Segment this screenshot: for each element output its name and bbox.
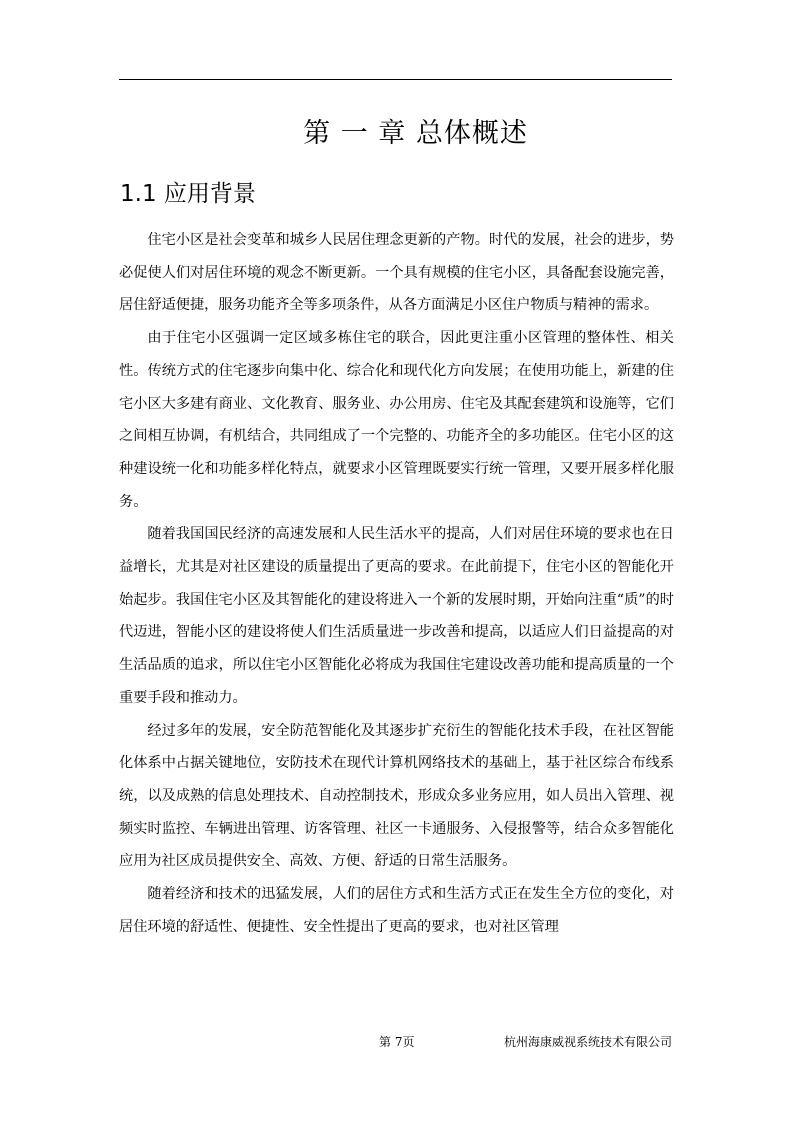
page-footer — [119, 1030, 672, 1054]
company-name: 杭州海康威视系统技术有限公司 — [503, 1035, 672, 1049]
paragraph: 住宅小区是社会变革和城乡人民居住理念更新的产物。时代的发展，社会的进步，势必促使人们对居住环境的观念不断更新。一个具有规模的住宅小区，具备配套设施完善，居住舒适便捷，服务功能齐全等多项条件，从各方面满足小区住户物质与精神的需求。 — [119, 232, 674, 314]
paragraph: 经过多年的发展，安全防范智能化及其逐步扩充衍生的智能化技术手段，在社区智能化体系中占据关键地位，安防技术在现代计算机网络技术的基础上，基于社区综合布线系统，以及成熟的信息处理技术、自动控制技术，形成众多业务应用，如人员出入管理、视频实时监控、车辆进出管理、访客管理、社区一卡通服务、入侵报警等，结合众多智能化应用为社区成员提供安全、高效、方便、舒适的日常生活服务。 — [119, 722, 674, 870]
paragraph: 随着经济和技术的迅猛发展，人们的居住方式和生活方式正在发生全方位的变化，对居住环境的舒适性、便捷性、安全性提出了更高的要求，也对社区管理 — [119, 886, 674, 935]
paragraph: 随着我国国民经济的高速发展和人民生活水平的提高，人们对居住环境的要求也在日益增长，尤其是对社区建设的质量提出了更高的要求。在此前提下，住宅小区的智能化开始起步。我国住宅小区及其智能化的建设将进入一个新的发展时期，开始向注重“质”的时代迈进，智能小区的建设将使人们生活质量进一步改善和提高，以适应人们日益提高的对生活品质的追求，所以住宅小区智能化必将成为我国住宅建设改善功能和提高质量的一个重要手段和推动力。 — [119, 526, 674, 706]
paragraph: 由于住宅小区强调一定区域多栋住宅的联合，因此更注重小区管理的整体性、相关性。传统方式的住宅逐步向集中化、综合化和现代化方向发展；在使用功能上，新建的住宅小区大多建有商业、文化教育、服务业、办公用房、住宅及其配套建筑和设施等，它们之间相互协调，有机结合，共同组成了一个完整的、功能齐全的多功能区。住宅小区的这种建设统一化和功能多样化特点，就要求小区管理既要实行统一管理，又要开展多样化服务。 — [119, 330, 674, 510]
page-number: 第 7页 — [379, 1035, 415, 1049]
body-text — [119, 224, 674, 943]
header-rule — [119, 79, 672, 80]
section-title: 1.1 应用背景 — [120, 181, 256, 207]
chapter-title: 第 一 章 总体概述 — [303, 118, 528, 149]
